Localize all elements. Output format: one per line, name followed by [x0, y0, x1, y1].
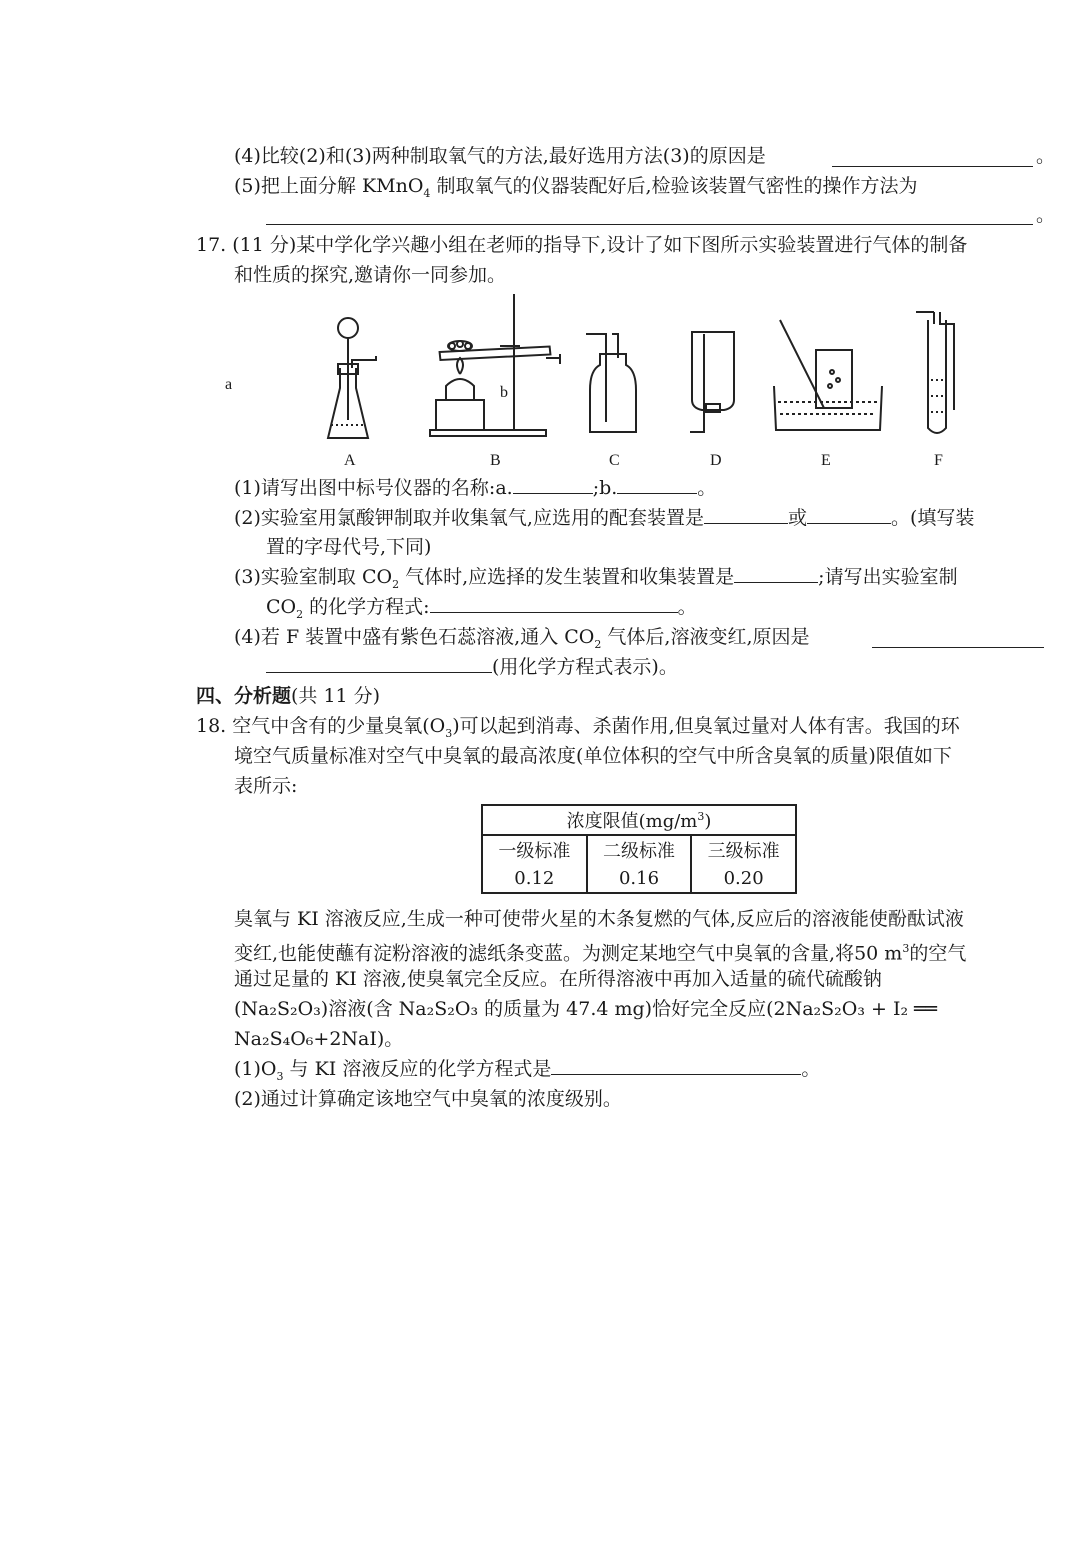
q18-body-line1: 臭氧与 KI 溶液反应,生成一种可使带火星的木条复燃的气体,反应后的溶液能使酚酞试液 [234, 908, 964, 930]
q18-line1: 18. 空气中含有的少量臭氧$(O_3)$可以起到消毒、杀菌作用,但臭氧过量对人体有害。我国的环 [196, 715, 960, 740]
q18-body-line2: 变红,也能使蘸有淀粉溶液的滤纸条变蓝。为测定某地空气中臭氧的含量,将50 $m^3$的空气 [234, 942, 967, 965]
apparatus-label-a: A [344, 452, 356, 469]
table-level-3: 三级标准 [691, 835, 796, 864]
apparatus-d-inverted-bottle [690, 332, 734, 432]
q18-body-line5: Na₂S₄O₆+2NaI)。 [234, 1028, 404, 1050]
ozone-limit-table [481, 804, 797, 894]
q17-part1-blank-a[interactable] [513, 475, 593, 494]
apparatus-f-test-tube [916, 312, 954, 433]
q17-intro-line1: 17. (11 分)某中学化学兴趣小组在老师的指导下,设计了如下图所示实验装置进行气体的制备 [196, 234, 968, 256]
q16-part4-answer-blank[interactable] [832, 166, 1033, 167]
q16-part5: (5)把上面分解 KMnO$_4$ 制取氧气的仪器装配好后,检验该装置气密性的操作方法为 [234, 175, 918, 200]
apparatus-figure [320, 290, 960, 450]
q16-part4-end: 。 [1036, 145, 1056, 167]
q16-part5-answer-blank[interactable] [266, 224, 1033, 225]
table-level-1: 一级标准 [482, 835, 587, 864]
q17-part4-blank-1[interactable] [872, 647, 1044, 648]
q17-part2-blank-2[interactable] [807, 505, 891, 524]
q18-part1: $(1)O_3$ 与 KI 溶液反应的化学方程式是 。 [234, 1058, 821, 1083]
table-value-2: 0.16 [587, 864, 692, 893]
table-value-1: 0.12 [482, 864, 587, 893]
q17-part2-line2: 置的字母代号,下同) [266, 536, 432, 558]
q18-line2: 境空气质量标准对空气中臭氧的最高浓度(单位体积的空气中所含臭氧的质量)限值如下 [234, 745, 952, 767]
q16-part5-end: 。 [1036, 204, 1056, 226]
apparatus-label-d: D [710, 452, 722, 469]
marker-a: a [225, 376, 233, 393]
q18-body-line4: (Na₂S₂O₃)溶液(含 Na₂S₂O₃ 的质量为 47.4 mg)恰好完全反应(2Na₂S₂O₃ + I₂ ══ [234, 998, 938, 1020]
table-level-2: 二级标准 [587, 835, 692, 864]
apparatus-label-e: E [821, 452, 831, 469]
apparatus-b-heating-setup [430, 294, 560, 436]
q16-part4: (4)比较(2)和(3)两种制取氧气的方法,最好选用方法(3)的原因是 [234, 145, 766, 167]
q17-part1: (1)请写出图中标号仪器的名称:a. ;b. 。 [234, 477, 717, 499]
marker-b: b [500, 384, 508, 401]
apparatus-c-gas-bottle [586, 334, 636, 432]
q17-part2: (2)实验室用氯酸钾制取并收集氧气,应选用的配套装置是 或 。(填写装 [234, 507, 975, 529]
apparatus-label-b: B [490, 452, 501, 469]
section4-heading: 四、分析题(共 11 分) [196, 685, 381, 707]
q17-part1-blank-b[interactable] [617, 475, 697, 494]
q17-part3: (3)实验室制取 $CO_2$ 气体时,应选择的发生装置和收集装置是 ;请写出实验室制 [234, 566, 958, 591]
apparatus-label-c: C [609, 452, 620, 469]
q17-part4-line2: (用化学方程式表示)。 [266, 654, 678, 680]
q18-part1-blank[interactable] [551, 1056, 801, 1075]
q17-part3-line2: $CO_2$ 的化学方程式: 。 [266, 596, 697, 621]
apparatus-e-water-trough [774, 320, 882, 430]
q18-part2: (2)通过计算确定该地空气中臭氧的浓度级别。 [234, 1088, 622, 1110]
q17-part3-blank-1[interactable] [734, 564, 818, 583]
q18-body-line3: 通过足量的 KI 溶液,使臭氧完全反应。在所得溶液中再加入适量的硫代硫酸钠 [234, 968, 882, 990]
table-header: 浓度限值$(mg/m^3)$ [482, 805, 796, 835]
apparatus-label-f: F [934, 452, 943, 469]
q17-part4: (4)若 F 装置中盛有紫色石蕊溶液,通入 $CO_2$ 气体后,溶液变红,原因是 [234, 626, 810, 651]
q17-part3-blank-2[interactable] [430, 594, 678, 613]
apparatus-a-conical-flask [328, 318, 376, 438]
q17-intro-line2: 和性质的探究,邀请你一同参加。 [234, 264, 507, 286]
q17-part4-blank-2[interactable] [266, 654, 492, 673]
q18-line3: 表所示: [234, 775, 298, 797]
table-value-3: 0.20 [691, 864, 796, 893]
q17-part2-blank-1[interactable] [704, 505, 788, 524]
